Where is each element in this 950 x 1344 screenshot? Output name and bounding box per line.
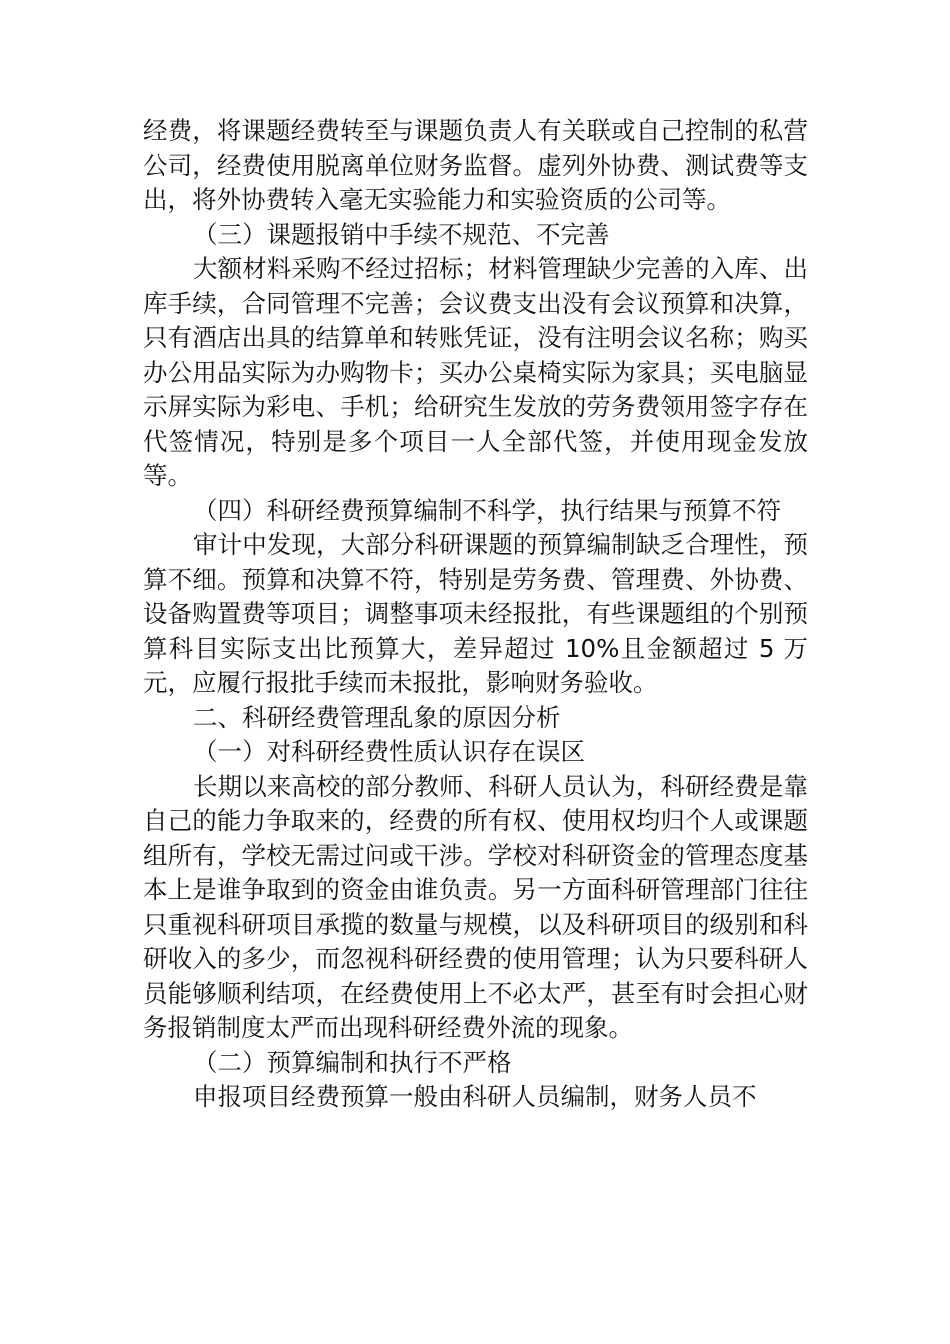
section-heading-4: （四）科研经费预算编制不科学，执行结果与预算不符 (193, 495, 781, 525)
paragraph-misconception: 长期以来高校的部分教师、科研人员认为，科研经费是靠自己的能力争取来的，经费的所有权、使用权均归个人或课题组所有，学校无需过问或干涉。学校对科研资金的管理态度基本上是谁争取到的资金由谁负责。另一方面科研管理部门往往只重视科研项目承揽的数量与规模，以及科研项目的级别和科研收入的多少，而忽视科研经费的使用管理；认为只要科研人员能够顺利结项，在经费使用上不必太严，甚至有时会担心财务报销制度太严而出现科研经费外流的现象。 (143, 771, 808, 1042)
chapter-heading-2: 二、科研经费管理乱象的原因分析 (193, 702, 561, 732)
section-heading-2: （二）预算编制和执行不严格 (193, 1047, 512, 1077)
section-heading-3: （三）课题报销中手续不规范、不完善 (193, 219, 610, 249)
paragraph-budget-prep: 申报项目经费预算一般由科研人员编制，财务人员不 (193, 1082, 757, 1111)
section-heading-1: （一）对科研经费性质认识存在误区 (193, 737, 585, 766)
document-body (143, 114, 808, 1115)
paragraph-budget: 审计中发现，大部分科研课题的预算编制缺乏合理性，预算不细。预算和决算不符，特别是劳务费、管理费、外协费、设备购置费等项目；调整事项未经报批，有些课题组的个别预算科目实际支出比预算大，差异超过 10%且金额超过 5 万元，应履行报批手续而未报批，影响财务验收。 (143, 530, 808, 697)
paragraph-continuation: 经费，将课题经费转至与课题负责人有关联或自己控制的私营公司，经费使用脱离单位财务监督。虚列外协费、测试费等支出，将外协费转入毫无实验能力和实验资质的公司等。 (143, 116, 808, 214)
paragraph-reimbursement: 大额材料采购不经过招标；材料管理缺少完善的入库、出库手续，合同管理不完善；会议费支出没有会议预算和决算，只有酒店出具的结算单和转账凭证，没有注明会议名称；购买办公用品实际为办购物卡；买办公桌椅实际为家具；买电脑显示屏实际为彩电、手机；给研究生发放的劳务费领用签字存在代签情况，特别是多个项目一人全部代签，并使用现金发放等。 (143, 254, 808, 490)
